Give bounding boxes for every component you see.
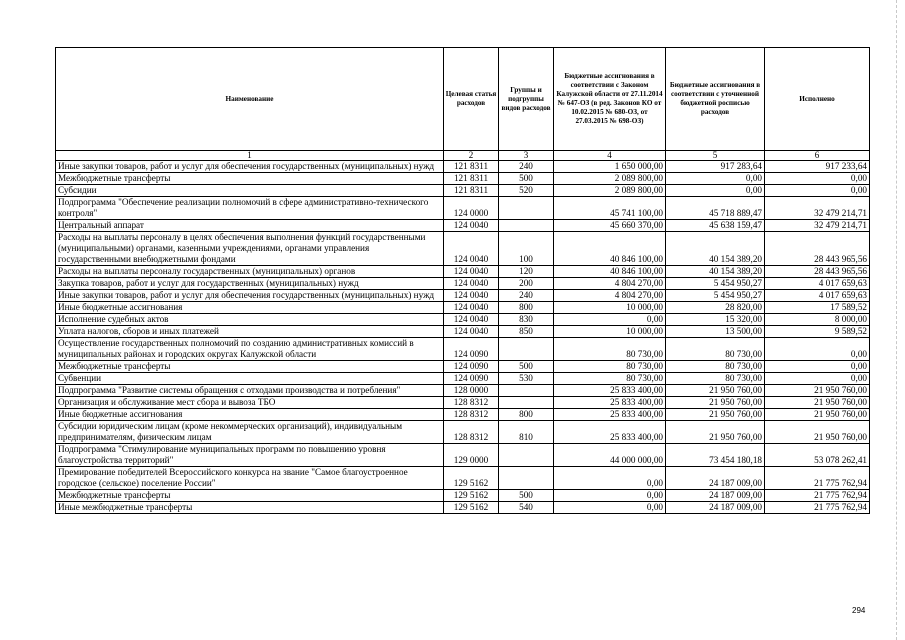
column-number: 4: [554, 151, 666, 161]
row-name: Закупка товаров, работ и услуг для государственных (муниципальных) нужд: [56, 278, 444, 290]
row-executed: 8 000,00: [765, 314, 870, 326]
row-allocation-law: 40 846 100,00: [554, 266, 666, 278]
row-executed: 4 017 659,63: [765, 278, 870, 290]
page-edge: [896, 0, 905, 640]
table-row: [56, 173, 870, 185]
row-executed: 0,00: [765, 373, 870, 385]
row-name: Субсидии: [56, 185, 444, 197]
row-target-article: 128 8312: [444, 421, 499, 444]
row-target-article: 124 0040: [444, 314, 499, 326]
header-allocations-refined: Бюджетные ассигнования в соответствии с уточненной бюджетной росписью расходов: [666, 48, 765, 151]
row-executed: 21 775 762,94: [765, 502, 870, 514]
row-allocation-law: 40 846 100,00: [554, 232, 666, 266]
table-row: [56, 467, 870, 490]
row-name: Центральный аппарат: [56, 220, 444, 232]
row-allocation-refined: 45 638 159,47: [666, 220, 765, 232]
row-name: Уплата налогов, сборов и иных платежей: [56, 326, 444, 338]
table-row: [56, 385, 870, 397]
row-allocation-law: 2 089 800,00: [554, 173, 666, 185]
row-allocation-refined: 24 187 009,00: [666, 490, 765, 502]
table-row: [56, 302, 870, 314]
row-allocation-refined: 21 950 760,00: [666, 409, 765, 421]
row-name: Исполнение судебных актов: [56, 314, 444, 326]
row-expense-group: 500: [499, 173, 554, 185]
row-allocation-refined: 5 454 950,27: [666, 278, 765, 290]
row-expense-group: [499, 220, 554, 232]
header-row: [56, 48, 870, 151]
row-expense-group: 810: [499, 421, 554, 444]
row-name: Подпрограмма "Обеспечение реализации полномочий в сфере административно-технического контроля": [56, 197, 444, 220]
row-name: Иные бюджетные ассигнования: [56, 302, 444, 314]
row-allocation-refined: 21 950 760,00: [666, 385, 765, 397]
row-target-article: 124 0040: [444, 266, 499, 278]
budget-table: [55, 47, 870, 514]
row-allocation-refined: 21 950 760,00: [666, 397, 765, 409]
row-expense-group: [499, 197, 554, 220]
header-target-article: Целевая статья расходов: [444, 48, 499, 151]
header-name: Наименование: [56, 48, 444, 151]
row-executed: 32 479 214,71: [765, 220, 870, 232]
row-target-article: 124 0040: [444, 278, 499, 290]
row-allocation-refined: 5 454 950,27: [666, 290, 765, 302]
table-row: [56, 220, 870, 232]
column-number: 3: [499, 151, 554, 161]
row-target-article: 128 8312: [444, 397, 499, 409]
row-allocation-law: 10 000,00: [554, 302, 666, 314]
row-expense-group: [499, 338, 554, 361]
table-row: [56, 397, 870, 409]
row-allocation-law: 0,00: [554, 490, 666, 502]
table-row: [56, 502, 870, 514]
row-name: Расходы на выплаты персоналу в целях обеспечения выполнения функций государственными (муниципальными) органами, казенными учреждениями, органами управления государственными внебюджетными фондами: [56, 232, 444, 266]
row-target-article: 129 5162: [444, 502, 499, 514]
row-name: Межбюджетные трансферты: [56, 361, 444, 373]
table-row: [56, 278, 870, 290]
row-allocation-refined: 80 730,00: [666, 338, 765, 361]
row-executed: 0,00: [765, 338, 870, 361]
row-executed: 917 233,64: [765, 161, 870, 173]
row-expense-group: 120: [499, 266, 554, 278]
row-expense-group: 200: [499, 278, 554, 290]
row-expense-group: [499, 444, 554, 467]
row-allocation-law: 44 000 000,00: [554, 444, 666, 467]
row-expense-group: 530: [499, 373, 554, 385]
row-executed: 32 479 214,71: [765, 197, 870, 220]
row-target-article: 124 0040: [444, 232, 499, 266]
row-allocation-law: 80 730,00: [554, 373, 666, 385]
row-expense-group: [499, 467, 554, 490]
column-number-row: [56, 151, 870, 161]
table-row: [56, 326, 870, 338]
row-target-article: 129 0000: [444, 444, 499, 467]
row-executed: 21 775 762,94: [765, 467, 870, 490]
row-allocation-refined: 21 950 760,00: [666, 421, 765, 444]
row-allocation-law: 0,00: [554, 502, 666, 514]
table-row: [56, 444, 870, 467]
row-allocation-refined: 80 730,00: [666, 373, 765, 385]
row-name: Подпрограмма "Стимулирование муниципальных программ по повышению уровня благоустройства территорий": [56, 444, 444, 467]
row-allocation-law: 80 730,00: [554, 361, 666, 373]
row-allocation-law: 45 741 100,00: [554, 197, 666, 220]
table-row: [56, 197, 870, 220]
row-name: Субсидии юридическим лицам (кроме некоммерческих организаций), индивидуальным предпринимателям, физическим лицам: [56, 421, 444, 444]
row-allocation-refined: 15 320,00: [666, 314, 765, 326]
row-expense-group: 240: [499, 161, 554, 173]
header-executed: Исполнено: [765, 48, 870, 151]
row-allocation-law: 1 650 000,00: [554, 161, 666, 173]
row-allocation-refined: 0,00: [666, 185, 765, 197]
row-allocation-law: 25 833 400,00: [554, 409, 666, 421]
row-allocation-law: 10 000,00: [554, 326, 666, 338]
header-allocations-law: Бюджетные ассигнования в соответствии с Законом Калужской области от 27.11.2014 № 647-ОЗ (в ред. Законов КО от 10.02.2015 № 680-ОЗ, от 27.03.2015 № 698-ОЗ): [554, 48, 666, 151]
row-executed: 53 078 262,41: [765, 444, 870, 467]
row-allocation-law: 25 833 400,00: [554, 385, 666, 397]
row-allocation-refined: 24 187 009,00: [666, 502, 765, 514]
row-executed: 21 950 760,00: [765, 397, 870, 409]
header-expense-groups: Группы и подгруппы видов расходов: [499, 48, 554, 151]
row-expense-group: 830: [499, 314, 554, 326]
row-target-article: 124 0040: [444, 220, 499, 232]
row-expense-group: 500: [499, 490, 554, 502]
row-allocation-refined: 45 718 889,47: [666, 197, 765, 220]
row-executed: 21 950 760,00: [765, 421, 870, 444]
row-target-article: 121 8311: [444, 161, 499, 173]
row-allocation-law: 2 089 800,00: [554, 185, 666, 197]
column-number: 5: [666, 151, 765, 161]
row-allocation-refined: 40 154 389,20: [666, 266, 765, 278]
row-allocation-refined: 13 500,00: [666, 326, 765, 338]
row-expense-group: 500: [499, 361, 554, 373]
row-allocation-refined: 73 454 180,18: [666, 444, 765, 467]
row-target-article: 129 5162: [444, 490, 499, 502]
row-target-article: 128 0000: [444, 385, 499, 397]
table-row: [56, 161, 870, 173]
row-expense-group: [499, 397, 554, 409]
table-row: [56, 409, 870, 421]
row-target-article: 124 0040: [444, 326, 499, 338]
column-number: 1: [56, 151, 444, 161]
table-row: [56, 490, 870, 502]
row-expense-group: [499, 385, 554, 397]
row-expense-group: 520: [499, 185, 554, 197]
row-expense-group: 800: [499, 409, 554, 421]
row-target-article: 121 8311: [444, 185, 499, 197]
column-number: 2: [444, 151, 499, 161]
row-executed: 0,00: [765, 361, 870, 373]
row-expense-group: 850: [499, 326, 554, 338]
row-name: Межбюджетные трансферты: [56, 173, 444, 185]
column-number: 6: [765, 151, 870, 161]
row-name: Иные закупки товаров, работ и услуг для обеспечения государственных (муниципальных) нужд: [56, 161, 444, 173]
row-target-article: 124 0090: [444, 338, 499, 361]
row-target-article: 129 5162: [444, 467, 499, 490]
row-name: Осуществление государственных полномочий по созданию административных комиссий в муниципальных районах и городских округах Калужской области: [56, 338, 444, 361]
table-row: [56, 290, 870, 302]
row-allocation-law: 45 660 370,00: [554, 220, 666, 232]
row-allocation-law: 0,00: [554, 467, 666, 490]
row-allocation-refined: 0,00: [666, 173, 765, 185]
row-target-article: 124 0090: [444, 361, 499, 373]
table-row: [56, 185, 870, 197]
row-executed: 21 950 760,00: [765, 409, 870, 421]
row-allocation-refined: 24 187 009,00: [666, 467, 765, 490]
row-allocation-law: 4 804 270,00: [554, 290, 666, 302]
table-row: [56, 266, 870, 278]
row-name: Субвенции: [56, 373, 444, 385]
row-target-article: 128 8312: [444, 409, 499, 421]
row-name: Иные межбюджетные трансферты: [56, 502, 444, 514]
table-row: [56, 421, 870, 444]
row-allocation-law: 0,00: [554, 314, 666, 326]
row-executed: 4 017 659,63: [765, 290, 870, 302]
row-expense-group: 540: [499, 502, 554, 514]
row-allocation-law: 25 833 400,00: [554, 421, 666, 444]
row-executed: 0,00: [765, 185, 870, 197]
row-name: Премирование победителей Всероссийского конкурса на звание "Самое благоустроенное городское (сельское) поселение России": [56, 467, 444, 490]
row-target-article: 124 0040: [444, 302, 499, 314]
row-executed: 28 443 965,56: [765, 232, 870, 266]
table-body: [56, 161, 870, 514]
row-target-article: 121 8311: [444, 173, 499, 185]
row-allocation-refined: 917 283,64: [666, 161, 765, 173]
row-executed: 9 589,52: [765, 326, 870, 338]
row-target-article: 124 0090: [444, 373, 499, 385]
row-name: Подпрограмма "Развитие системы обращения с отходами производства и потребления": [56, 385, 444, 397]
table-row: [56, 361, 870, 373]
table-row: [56, 338, 870, 361]
row-allocation-refined: 80 730,00: [666, 361, 765, 373]
table-row: [56, 232, 870, 266]
row-allocation-law: 25 833 400,00: [554, 397, 666, 409]
row-executed: 21 950 760,00: [765, 385, 870, 397]
row-executed: 28 443 965,56: [765, 266, 870, 278]
row-allocation-refined: 40 154 389,20: [666, 232, 765, 266]
row-name: Иные бюджетные ассигнования: [56, 409, 444, 421]
row-expense-group: 800: [499, 302, 554, 314]
row-expense-group: 240: [499, 290, 554, 302]
row-allocation-refined: 28 820,00: [666, 302, 765, 314]
row-target-article: 124 0040: [444, 290, 499, 302]
row-name: Расходы на выплаты персоналу государственных (муниципальных) органов: [56, 266, 444, 278]
row-name: Организация и обслуживание мест сбора и вывоза ТБО: [56, 397, 444, 409]
row-executed: 0,00: [765, 173, 870, 185]
row-expense-group: 100: [499, 232, 554, 266]
table-row: [56, 314, 870, 326]
table-row: [56, 373, 870, 385]
row-name: Межбюджетные трансферты: [56, 490, 444, 502]
row-executed: 21 775 762,94: [765, 490, 870, 502]
row-name: Иные закупки товаров, работ и услуг для обеспечения государственных (муниципальных) нужд: [56, 290, 444, 302]
row-target-article: 124 0000: [444, 197, 499, 220]
row-allocation-law: 80 730,00: [554, 338, 666, 361]
row-executed: 17 589,52: [765, 302, 870, 314]
page-number: 294: [852, 606, 866, 615]
row-allocation-law: 4 804 270,00: [554, 278, 666, 290]
